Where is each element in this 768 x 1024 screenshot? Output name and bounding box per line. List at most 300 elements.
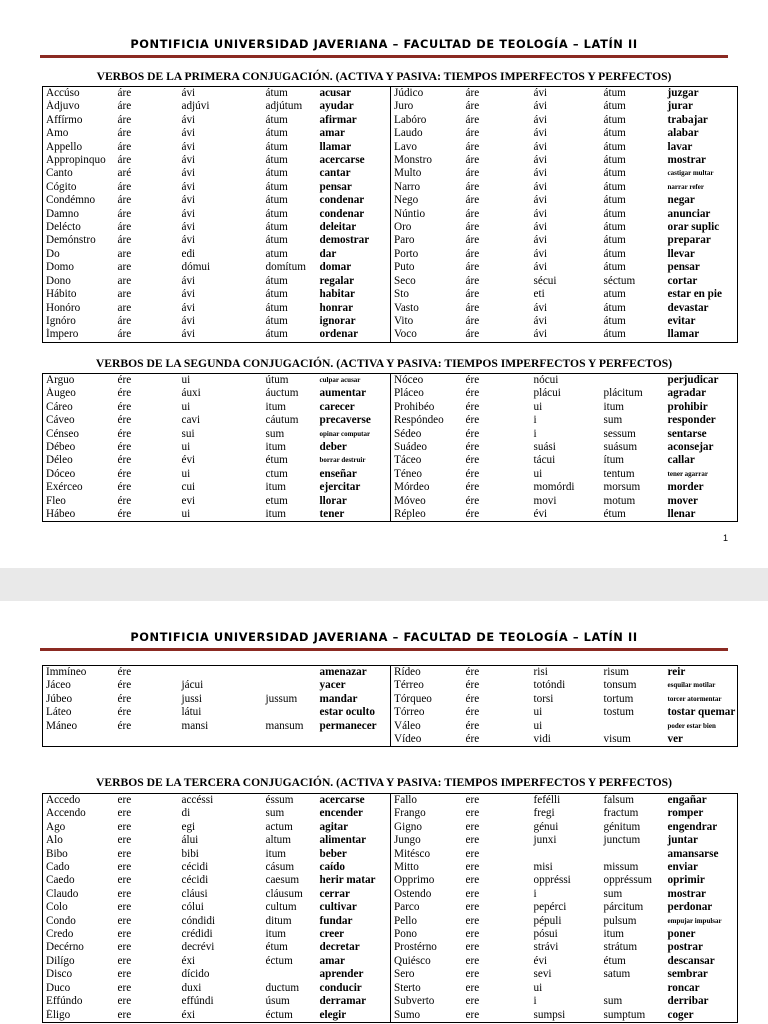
left-verb-cell: Ímpero [46,328,79,341]
left-meaning-cell: carecer [319,400,355,413]
left-perfect-cell: ávi [181,328,196,341]
right-supine-cell: génitum [603,820,641,833]
table-row [43,834,738,847]
right-meaning-cell: jurar [667,100,693,113]
left-verb-cell: Canto [46,167,73,180]
left-supine-cell: átum [265,221,288,234]
right-supine-cell: sum [603,414,623,427]
right-infinitive-ending-cell: ere [465,847,480,860]
right-meaning-cell: mover [667,494,698,507]
table-row [43,915,738,928]
right-infinitive-ending-cell: áre [465,100,480,113]
right-meaning-cell: ver [667,733,684,746]
left-perfect-cell: ávi [181,221,196,234]
right-verb-cell: Sumo [391,1009,463,1023]
right-infinitive-ending-cell: áre [465,328,480,341]
right-supine-cell: étum [603,954,626,967]
right-supine-cell: sum [603,995,623,1008]
right-infinitive-ending-cell: áre [465,194,480,207]
right-perfect-cell: ávi [533,167,548,180]
left-perfect-cell: ávi [181,87,196,99]
table-row [43,248,738,261]
table-row [43,87,738,101]
left-supine-cell: itum [265,847,287,860]
left-perfect-cell: álui [181,834,199,847]
left-perfect-cell: ávi [181,207,196,220]
left-verb-cell: Credo [46,928,74,941]
right-perfect-cell: torsi [533,692,554,705]
table-row [43,275,738,288]
left-meaning-cell: condenar [319,194,365,207]
right-perfect-cell: ávi [533,221,548,234]
left-supine-cell: sum [265,807,285,820]
right-meaning-cell: tostar quemar [667,706,736,719]
right-verb-cell: Mitto [391,861,463,874]
left-infinitive-ending-cell: ere [117,794,132,806]
left-supine-cell: átum [265,87,288,99]
right-perfect-cell: sevi [533,968,552,981]
left-supine-cell: actum [265,820,293,833]
table-row [43,693,738,706]
left-verb-cell: Débeo [46,441,76,454]
left-supine-cell: adjútum [265,100,303,113]
right-supine-cell: suásum [603,441,638,454]
right-supine-cell: átum [603,328,626,341]
left-meaning-cell: alimentar [319,834,367,847]
left-perfect-cell: dómui [181,261,211,274]
left-verb-cell: Accedo [46,794,81,806]
table-row [43,387,738,400]
right-infinitive-ending-cell: ere [465,995,480,1008]
right-perfect-cell: oppréssi [533,874,571,887]
left-infinitive-ending-cell: ere [117,914,132,927]
left-infinitive-ending-cell: ére [117,692,132,705]
table-row [43,315,738,328]
right-perfect-cell: ui [533,981,543,994]
right-verb-cell: Prohibéo [391,401,463,414]
left-infinitive-ending-cell: áre [117,154,132,167]
left-supine-cell [263,679,317,692]
right-supine-cell: átum [603,87,626,99]
right-verb-cell: Mórdeo [391,481,463,494]
right-perfect-cell: ui [533,719,543,732]
left-verb-cell: Claudo [46,887,79,900]
right-meaning-cell: perdonar [667,901,713,914]
right-verb-cell: Opprimo [391,874,463,887]
left-perfect-cell: cláusi [181,887,208,900]
right-verb-cell: Frango [391,807,463,820]
left-meaning-cell: domar [319,261,352,274]
table-row [43,941,738,954]
right-meaning-cell: esquilar motilar [667,681,716,690]
left-infinitive-ending-cell: ere [117,941,132,954]
left-meaning-cell: opinar computar [319,429,371,438]
left-perfect-cell: ui [181,400,191,413]
right-infinitive-ending-cell: ere [465,820,480,833]
right-supine-cell: tentum [603,467,635,480]
left-perfect-cell: ávi [181,127,196,140]
right-verb-cell: Táceo [391,454,463,467]
right-supine-cell: átum [603,127,626,140]
right-supine-cell: átum [603,247,626,260]
table-row [43,401,738,414]
table-row [43,141,738,154]
table-row [43,414,738,427]
left-verb-cell: Ádjuvo [46,100,80,113]
left-verb-cell: Immíneo [46,666,87,678]
left-meaning-cell: aprender [319,968,364,981]
left-supine-cell [263,968,317,981]
left-perfect-cell: accéssi [181,794,214,806]
left-supine-cell: átum [265,314,288,327]
right-supine-cell: átum [603,221,626,234]
table-row [43,167,738,180]
left-infinitive-ending-cell: áre [117,100,132,113]
left-perfect-cell: ávi [181,194,196,207]
left-infinitive-ending-cell: ere [117,1008,132,1021]
right-verb-cell: Gigno [391,821,463,834]
right-supine-cell: sum [603,887,623,900]
right-infinitive-ending-cell: ére [465,400,480,413]
right-infinitive-ending-cell: ere [465,834,480,847]
right-verb-cell: Seco [391,275,463,288]
right-meaning-cell: llamar [667,328,700,341]
right-meaning-cell: agradar [667,387,707,400]
right-perfect-cell: vidi [533,733,551,746]
section-title-third-conjugation: VERBOS DE LA TERCERA CONJUGACIÓN. (ACTIVA Y PASIVA: TIEMPOS IMPERFECTOS Y PERFECTOS) [96,776,672,789]
table-row [43,441,738,454]
table-row [43,302,738,315]
left-supine-cell: mansum [265,719,304,732]
left-supine-cell: útum [265,374,289,386]
right-meaning-cell: tener agarrar [667,469,708,478]
table-row [43,955,738,968]
left-perfect-cell: bibi [181,847,199,860]
right-supine-cell: pulsum [603,914,637,927]
left-meaning-cell: pensar [319,180,352,193]
right-perfect-cell: suási [533,441,556,454]
right-verb-cell: Pono [391,928,463,941]
left-supine-cell: cásum [265,861,295,874]
left-meaning-cell: ignorar [319,314,356,327]
left-meaning-cell: agitar [319,820,349,833]
left-supine-cell: átum [265,140,288,153]
left-verb-cell: Hábeo [46,508,76,521]
right-infinitive-ending-cell: ére [465,441,480,454]
left-supine-cell: éssum [265,794,294,806]
left-supine-cell: jussum [265,692,298,705]
right-meaning-cell: cortar [667,274,698,287]
left-supine-cell: ctum [265,467,288,480]
left-supine-cell [263,666,317,680]
left-verb-cell: Accendo [46,807,86,820]
right-verb-cell: Lavo [391,141,463,154]
right-supine-cell: oppréssum [603,874,652,887]
left-meaning-cell: enseñar [319,467,357,480]
left-infinitive-ending-cell: ére [117,467,132,480]
right-supine-cell: visum [603,733,631,746]
right-perfect-cell: i [533,995,537,1008]
table-row [43,666,738,680]
left-supine-cell: úsum [265,995,290,1008]
left-verb-cell: Decérno [46,941,84,954]
left-infinitive-ending-cell: aré [117,167,132,180]
left-supine-cell: étum [265,941,288,954]
right-supine-cell: itum [603,928,625,941]
right-infinitive-ending-cell: ére [465,679,480,692]
left-verb-cell: Hábito [46,288,77,301]
right-verb-cell: Fallo [391,794,463,808]
table-row [43,127,738,140]
left-verb-cell: Caedo [46,874,75,887]
right-verb-cell: Tórreo [391,706,463,719]
left-infinitive-ending-cell: ere [117,874,132,887]
left-verb-cell: Domo [46,261,74,274]
left-meaning-cell: demostrar [319,234,370,247]
right-verb-cell: Labóro [391,114,463,127]
left-supine-cell: éctum [265,954,293,967]
right-meaning-cell: estar en pie [667,288,722,301]
left-meaning-cell: amar [319,954,345,967]
table-row [43,374,738,388]
left-supine-cell: átum [265,234,288,247]
table-row [43,508,738,522]
right-meaning-cell: derribar [667,995,709,1008]
right-infinitive-ending-cell: áre [465,87,480,99]
left-verb-cell: Fleo [46,494,66,507]
left-supine-cell: cáutum [265,414,299,427]
left-perfect-cell: effúndi [181,995,214,1008]
left-verb-cell [43,733,115,747]
left-infinitive-ending-cell: ere [117,901,132,914]
left-meaning-cell: decretar [319,941,360,954]
left-verb-cell: Dilígo [46,954,75,967]
right-meaning-cell: juzgar [667,87,699,99]
right-infinitive-ending-cell: ere [465,874,480,887]
right-supine-cell: satum [603,968,631,981]
right-infinitive-ending-cell: áre [465,247,480,260]
right-perfect-cell: sumpsi [533,1008,566,1021]
right-infinitive-ending-cell: ére [465,481,480,494]
left-perfect-cell: ávi [181,113,196,126]
right-verb-cell: Narro [391,181,463,194]
left-infinitive-ending-cell: áre [117,207,132,220]
right-infinitive-ending-cell: ére [465,427,480,440]
left-perfect-cell: ávi [181,301,196,314]
left-verb-cell: Honóro [46,301,81,314]
right-meaning-cell: lavar [667,140,693,153]
right-infinitive-ending-cell: ére [465,719,480,732]
right-infinitive-ending-cell: áre [465,301,480,314]
right-verb-cell: Ostendo [391,888,463,901]
right-supine-cell: strátum [603,941,638,954]
right-infinitive-ending-cell: ére [465,467,480,480]
left-supine-cell: itum [265,441,287,454]
right-verb-cell: Pláceo [391,387,463,400]
left-meaning-cell: tener [319,508,345,521]
left-infinitive-ending-cell: ére [117,454,132,467]
left-perfect-cell [179,733,263,747]
left-perfect-cell: cóndidi [181,914,216,927]
right-supine-cell: átum [603,140,626,153]
right-supine-cell: átum [603,113,626,126]
right-infinitive-ending-cell: ere [465,914,480,927]
right-verb-cell: Oro [391,221,463,234]
left-verb-cell: Éligo [46,1008,71,1021]
left-infinitive-ending-cell: áre [117,113,132,126]
right-perfect-cell: évi [533,954,548,967]
left-infinitive-ending-cell: ere [117,887,132,900]
left-perfect-cell: duxi [181,981,202,994]
right-verb-cell: Tórqueo [391,693,463,706]
left-infinitive-ending-cell: ére [117,481,132,494]
right-verb-cell: Subverto [391,995,463,1008]
left-verb-cell: Demónstro [46,234,96,247]
right-infinitive-ending-cell: ére [465,733,480,746]
right-perfect-cell: pépuli [533,914,562,927]
left-meaning-cell: honrar [319,301,354,314]
right-infinitive-ending-cell: ére [465,692,480,705]
left-verb-cell: Condémno [46,194,96,207]
table-row [43,733,738,747]
left-supine-cell: itum [265,481,287,494]
right-verb-cell: Vídeo [391,733,463,747]
right-meaning-cell: descansar [667,954,715,967]
left-supine-cell [263,733,317,747]
right-verb-cell: Vasto [391,302,463,315]
right-supine-cell: morsum [603,481,641,494]
left-meaning-cell: encender [319,807,363,820]
left-perfect-cell: ávi [181,180,196,193]
table-row [43,181,738,194]
right-perfect-cell: sécui [533,274,557,287]
left-meaning-cell: precaverse [319,414,371,427]
left-perfect-cell: edi [181,247,196,260]
right-supine-cell [601,374,665,388]
right-perfect-cell: ávi [533,113,548,126]
left-infinitive-ending-cell: ére [117,706,132,719]
left-meaning-cell: herir matar [319,874,376,887]
right-perfect-cell: nócui [533,374,559,386]
right-supine-cell: atum [603,288,626,301]
verb-table-first-conjugation [42,86,738,343]
left-meaning-cell: cantar [319,167,351,180]
right-meaning-cell: mostrar [667,154,707,167]
right-meaning-cell: poder estar bien [667,721,716,730]
right-infinitive-ending-cell: áre [465,180,480,193]
table-row [43,982,738,995]
left-meaning-cell: habitar [319,288,355,301]
left-infinitive-ending-cell: ére [117,400,132,413]
left-perfect-cell: látui [181,706,202,719]
right-infinitive-ending-cell: ére [465,374,480,386]
left-perfect-cell: ui [181,374,191,386]
left-verb-cell: Damno [46,207,79,220]
right-infinitive-ending-cell: áre [465,167,480,180]
left-meaning-cell: yacer [319,679,346,692]
right-supine-cell: átum [603,154,626,167]
right-verb-cell: Voco [391,328,463,342]
right-infinitive-ending-cell: ére [465,454,480,467]
left-verb-cell: Effúndo [46,995,83,1008]
left-meaning-cell: llamar [319,140,352,153]
table-row [43,1009,738,1023]
left-meaning-cell: culpar acusar [319,376,361,384]
left-supine-cell [263,706,317,719]
right-perfect-cell: misi [533,861,553,874]
left-supine-cell: itum [265,508,287,521]
right-perfect-cell: tácui [533,454,556,467]
left-perfect-cell: cavi [181,414,201,427]
left-verb-cell: Júbeo [46,692,73,705]
right-perfect-cell: i [533,427,537,440]
left-supine-cell: etum [265,494,288,507]
left-meaning-cell: creer [319,928,345,941]
right-infinitive-ending-cell: ére [465,706,480,719]
left-infinitive-ending-cell: are [117,301,132,314]
left-supine-cell: átum [265,328,288,341]
table-row [43,154,738,167]
left-supine-cell: itum [265,928,287,941]
left-infinitive-ending-cell: are [117,247,132,260]
left-supine-cell: itum [265,400,287,413]
right-verb-cell: Móveo [391,495,463,508]
right-meaning-cell: poner [667,928,696,941]
right-infinitive-ending-cell: áre [465,274,480,287]
left-verb-cell: Duco [46,981,71,994]
left-infinitive-ending-cell: ere [117,995,132,1008]
right-infinitive-ending-cell: ére [465,414,480,427]
table-row [43,495,738,508]
left-meaning-cell: afirmar [319,113,357,126]
right-verb-cell: Parco [391,901,463,914]
left-supine-cell: áuctum [265,387,299,400]
left-verb-cell: Jáceo [46,679,71,692]
left-verb-cell: Colo [46,901,68,914]
table-row [43,100,738,113]
right-meaning-cell: sembrar [667,968,708,981]
left-infinitive-ending-cell: áre [117,140,132,153]
left-infinitive-ending-cell: áre [117,221,132,234]
right-meaning-cell: llenar [667,508,696,521]
right-verb-cell: Téneo [391,468,463,481]
left-meaning-cell: cerrar [319,887,350,900]
right-infinitive-ending-cell: ére [465,508,480,521]
right-supine-cell [601,720,665,733]
right-supine-cell: itum [603,400,625,413]
right-meaning-cell: romper [667,807,704,820]
right-supine-cell: átum [603,180,626,193]
left-perfect-cell: ávi [181,167,196,180]
left-verb-cell: Accúso [46,87,80,99]
right-verb-cell: Porto [391,248,463,261]
left-meaning-cell: regalar [319,274,355,287]
right-perfect-cell: ávi [533,261,548,274]
left-infinitive-ending-cell: ére [117,719,132,732]
right-perfect-cell: i [533,414,537,427]
right-perfect-cell: movi [533,494,557,507]
right-infinitive-ending-cell: ére [465,387,480,400]
table-row [43,328,738,342]
table-row [43,208,738,221]
left-perfect-cell: ávi [181,314,196,327]
table-row [43,861,738,874]
left-verb-cell: Dóceo [46,467,76,480]
left-meaning-cell: conducir [319,981,362,994]
right-supine-cell: sumptum [603,1008,646,1021]
left-verb-cell: Cáveo [46,414,75,427]
right-verb-cell: Multo [391,167,463,180]
